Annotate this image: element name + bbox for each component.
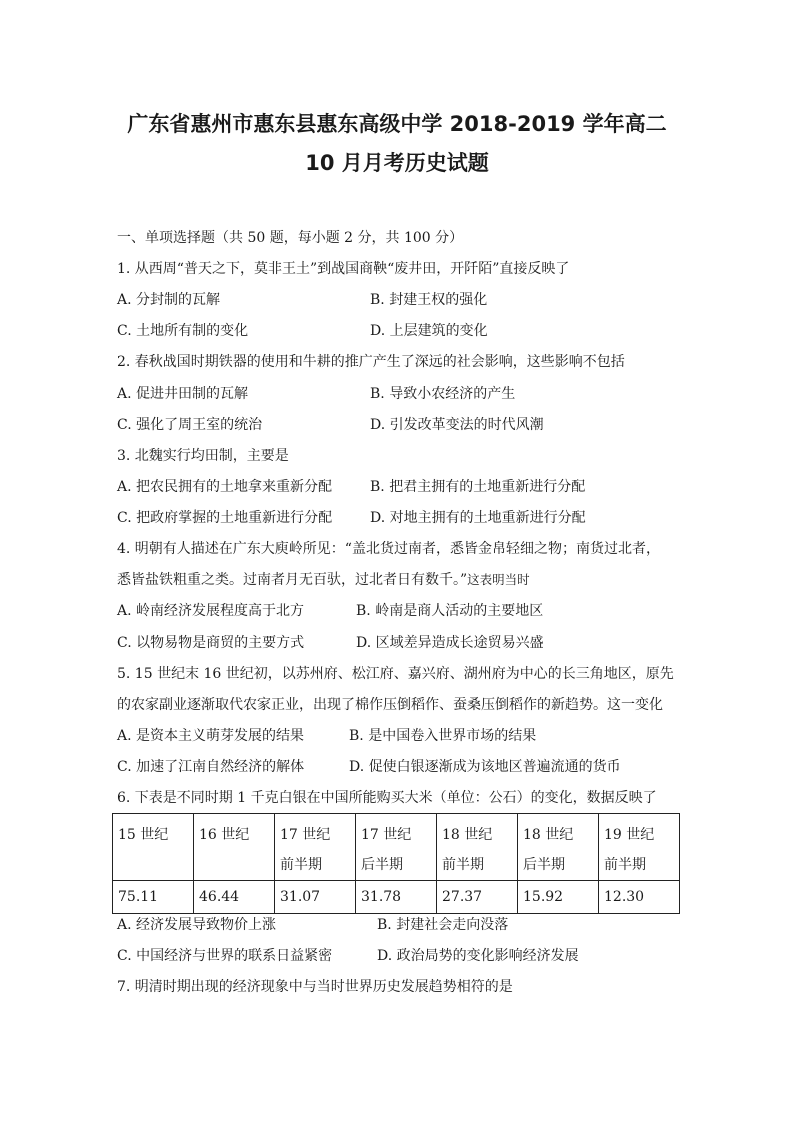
question-2-option-c: C. 强化了周王室的统治 [117, 417, 263, 433]
table-cell: 31.78 [356, 881, 437, 914]
question-6-option-d: D. 政治局势的变化影响经济发展 [377, 948, 579, 964]
table-cell: 15.92 [518, 881, 599, 914]
question-2-option-d: D. 引发改革变法的时代风潮 [370, 417, 544, 433]
question-6-option-c: C. 中国经济与世界的联系日益紧密 [117, 948, 333, 964]
question-1-option-b: B. 封建王权的强化 [370, 292, 488, 308]
question-5-option-b: B. 是中国卷入世界市场的结果 [349, 728, 537, 744]
table-cell: 75.11 [113, 881, 194, 914]
question-4-stem-quote: 悉皆盐铁粗重之类。过南者月无百驮，过北者日有数千。” [117, 572, 468, 588]
question-7-stem: 7. 明清时期出现的经济现象中与当时世界历史发展趋势相符的是 [117, 979, 513, 995]
question-6-option-b: B. 封建社会走向没落 [377, 917, 509, 933]
table-cell: 46.44 [194, 881, 275, 914]
question-5-stem: 5. 15 世纪末 16 世纪初，以苏州府、松江府、嘉兴府、湖州府为中心的长三角地区，原先 [117, 666, 674, 682]
exam-title-line2: 10 月月考历史试题 [305, 151, 489, 175]
table-header-cell: 18 世纪 后半期 [518, 814, 599, 881]
question-3-option-a: A. 把农民拥有的土地拿来重新分配 [117, 479, 333, 495]
table-header-row [113, 814, 680, 881]
question-1-stem: 1. 从西周“普天之下，莫非王土”到战国商鞅“废井田，开阡陌”直接反映了 [117, 261, 570, 277]
table-cell: 12.30 [599, 881, 680, 914]
table-cell: 27.37 [437, 881, 518, 914]
question-2-option-a: A. 促进井田制的瓦解 [117, 386, 249, 402]
question-4-option-a: A. 岭南经济发展程度高于北方 [117, 603, 305, 619]
exam-title-line1: 广东省惠州市惠东县惠东高级中学 2018-2019 学年高二 [127, 112, 667, 136]
question-4-stem: 4. 明朝有人描述在广东大庾岭所见：“盖北货过南者，悉皆金帛轻细之物；南货过北者， [117, 541, 660, 557]
table-header-cell: 18 世纪 前半期 [437, 814, 518, 881]
question-1-option-c: C. 土地所有制的变化 [117, 323, 249, 339]
question-2-stem: 2. 春秋战国时期铁器的使用和牛耕的推广产生了深远的社会影响，这些影响不包括 [117, 354, 625, 370]
table-cell: 31.07 [275, 881, 356, 914]
question-5-option-a: A. 是资本主义萌芽发展的结果 [117, 728, 305, 744]
question-6-option-a: A. 经济发展导致物价上涨 [117, 917, 277, 933]
question-3-option-b: B. 把君主拥有的土地重新进行分配 [370, 479, 586, 495]
question-5-stem-line2: 的农家副业逐渐取代农家正业，出现了棉作压倒稻作、蚕桑压倒稻作的新趋势。这一变化 [117, 697, 663, 713]
question-4-option-b: B. 岭南是商人活动的主要地区 [356, 603, 544, 619]
question-5-option-c: C. 加速了江南自然经济的解体 [117, 759, 305, 775]
table-header-cell: 17 世纪 后半期 [356, 814, 437, 881]
question-5-option-d: D. 促使白银逐渐成为该地区普遍流通的货币 [349, 759, 621, 775]
question-4-stem-tail: 这表明当时 [467, 572, 530, 587]
question-2-option-b: B. 导致小农经济的产生 [370, 386, 516, 402]
question-4-stem-line2 [117, 570, 530, 590]
table-header-cell: 15 世纪 [113, 814, 194, 881]
section-header: 一、单项选择题（共 50 题，每小题 2 分，共 100 分） [117, 230, 464, 246]
rice-price-table [112, 813, 680, 914]
table-header-cell: 16 世纪 [194, 814, 275, 881]
table-header-cell: 17 世纪 前半期 [275, 814, 356, 881]
question-1-option-a: A. 分封制的瓦解 [117, 292, 221, 308]
question-1-option-d: D. 上层建筑的变化 [370, 323, 488, 339]
question-6-stem: 6. 下表是不同时期 1 千克白银在中国所能购买大米（单位：公石）的变化，数据反映了 [117, 790, 657, 806]
question-4-option-d: D. 区域差异造成长途贸易兴盛 [356, 635, 544, 651]
question-3-option-d: D. 对地主拥有的土地重新进行分配 [370, 510, 586, 526]
question-4-option-c: C. 以物易物是商贸的主要方式 [117, 635, 305, 651]
question-3-stem: 3. 北魏实行均田制，主要是 [117, 448, 289, 464]
table-header-cell: 19 世纪 前半期 [599, 814, 680, 881]
question-3-option-c: C. 把政府掌握的土地重新进行分配 [117, 510, 333, 526]
table-row [113, 881, 680, 914]
